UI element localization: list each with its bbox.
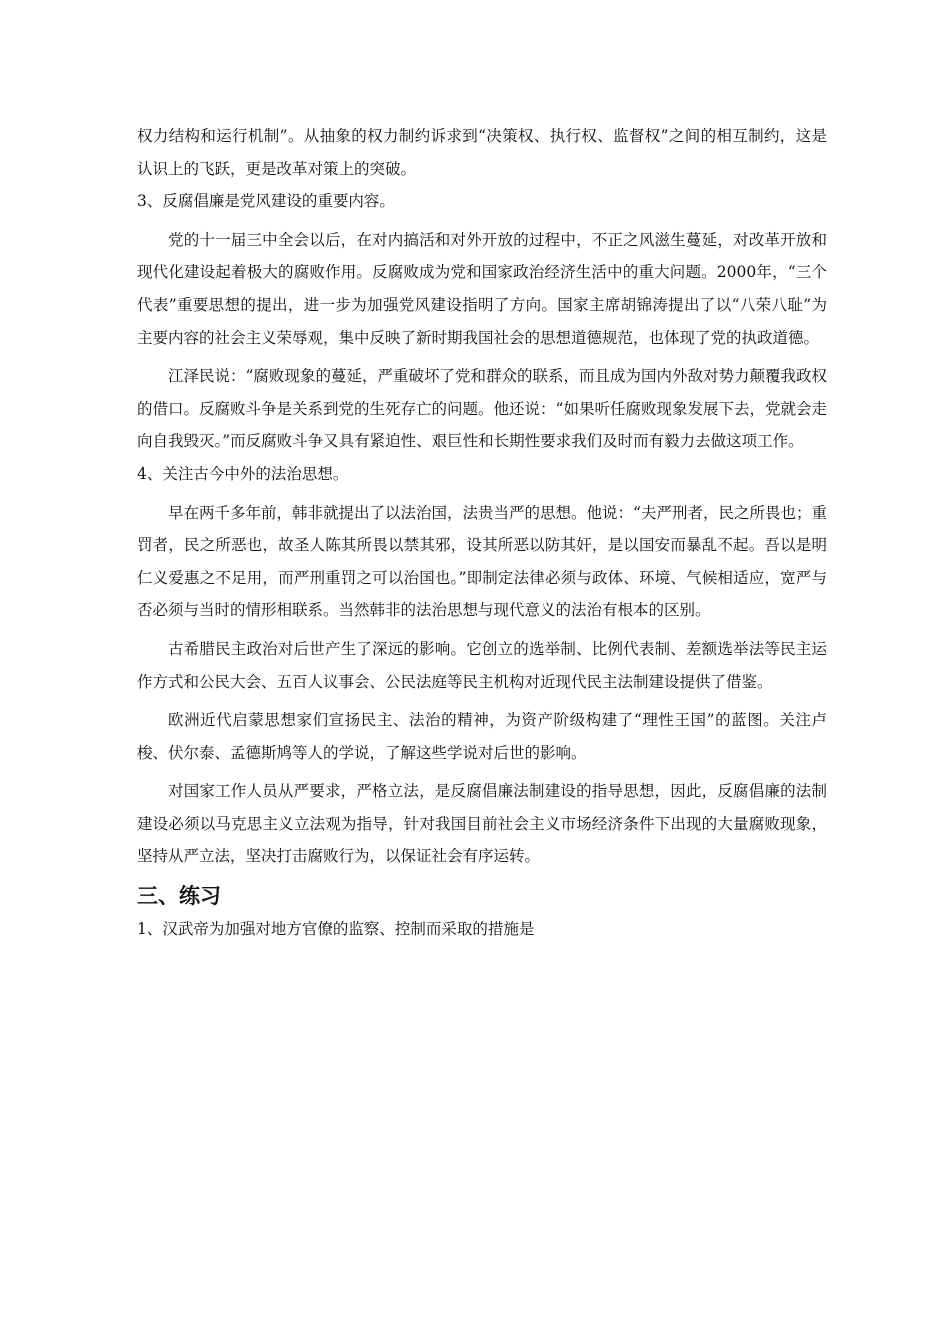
- paragraph-anti-corruption: 党的十一届三中全会以后，在对内搞活和对外开放的过程中，不正之风滋生蔓延，对改革开放和现代化建设起着极大的腐败作用。反腐败成为党和国家政治经济生活中的重大问题。2000年，“三个代表”重要思想的提出，进一步为加强党风建设指明了方向。国家主席胡锦涛提出了以“八荣八耻”为主要内容的社会主义荣辱观，集中反映了新时期我国社会的思想道德规范，也体现了党的执政道德。: [137, 230, 827, 347]
- paragraph-legislation: 对国家工作人员从严要求，严格立法，是反腐倡廉法制建设的指导思想，因此，反腐倡廉的法制建设必须以马克思主义立法观为指导，针对我国目前社会主义市场经济条件下出现的大量腐败现象，坚持从严立法，坚决打击腐败行为，以保证社会有序运转。: [137, 782, 827, 866]
- paragraph-jiang-zemin-quote: 江泽民说：“腐败现象的蔓延，严重破坏了党和群众的联系，而且成为国内外敌对势力颠覆我政权的借口。反腐败斗争是关系到党的生死存亡的问题。他还说：“如果听任腐败现象发展下去，党就会走向自我毁灭。”而反腐败斗争又具有紧迫性、艰巨性和长期性要求我们及时而有毅力去做这项工作。: [137, 367, 827, 451]
- section-heading-exercises: 三、练习: [137, 884, 221, 909]
- paragraph-enlightenment: 欧洲近代启蒙思想家们宣扬民主、法治的精神，为资产阶级构建了“理性王国”的蓝图。关注卢梭、伏尔泰、孟德斯鸠等人的学说，了解这些学说对后世的影响。: [137, 711, 827, 762]
- paragraph-han-fei: 早在两千多年前，韩非就提出了以法治国，法贵当严的思想。他说：“夫严刑者，民之所畏也；重罚者，民之所恶也，故圣人陈其所畏以禁其邪，设其所恶以防其奸，是以国安而暴乱不起。吾以是明仁义爱惠之不足用，而严刑重罚之可以治国也。”即制定法律必须与政体、环境、气候相适应，宽严与否必须与当时的情形相联系。当然韩非的法治思想与现代意义的法治有根本的区别。: [137, 503, 827, 620]
- document-body: [137, 120, 827, 946]
- paragraph-ancient-greece: 古希腊民主政治对后世产生了深远的影响。它创立的选举制、比例代表制、差额选举法等民主运作方式和公民大会、五百人议事会、公民法庭等民主机构对近现代民主法制建设提供了借鉴。: [137, 639, 827, 691]
- continuation-paragraph: 权力结构和运行机制”。从抽象的权力制约诉求到“决策权、执行权、监督权”之间的相互制约，这是认识上的飞跃，更是改革对策上的突破。: [137, 127, 827, 178]
- item-heading-3: 3、反腐倡廉是党风建设的重要内容。: [137, 192, 395, 211]
- item-heading-4: 4、关注古今中外的法治思想。: [137, 464, 349, 483]
- question-1: 1、汉武帝为加强对地方官僚的监察、控制而采取的措施是: [137, 920, 535, 939]
